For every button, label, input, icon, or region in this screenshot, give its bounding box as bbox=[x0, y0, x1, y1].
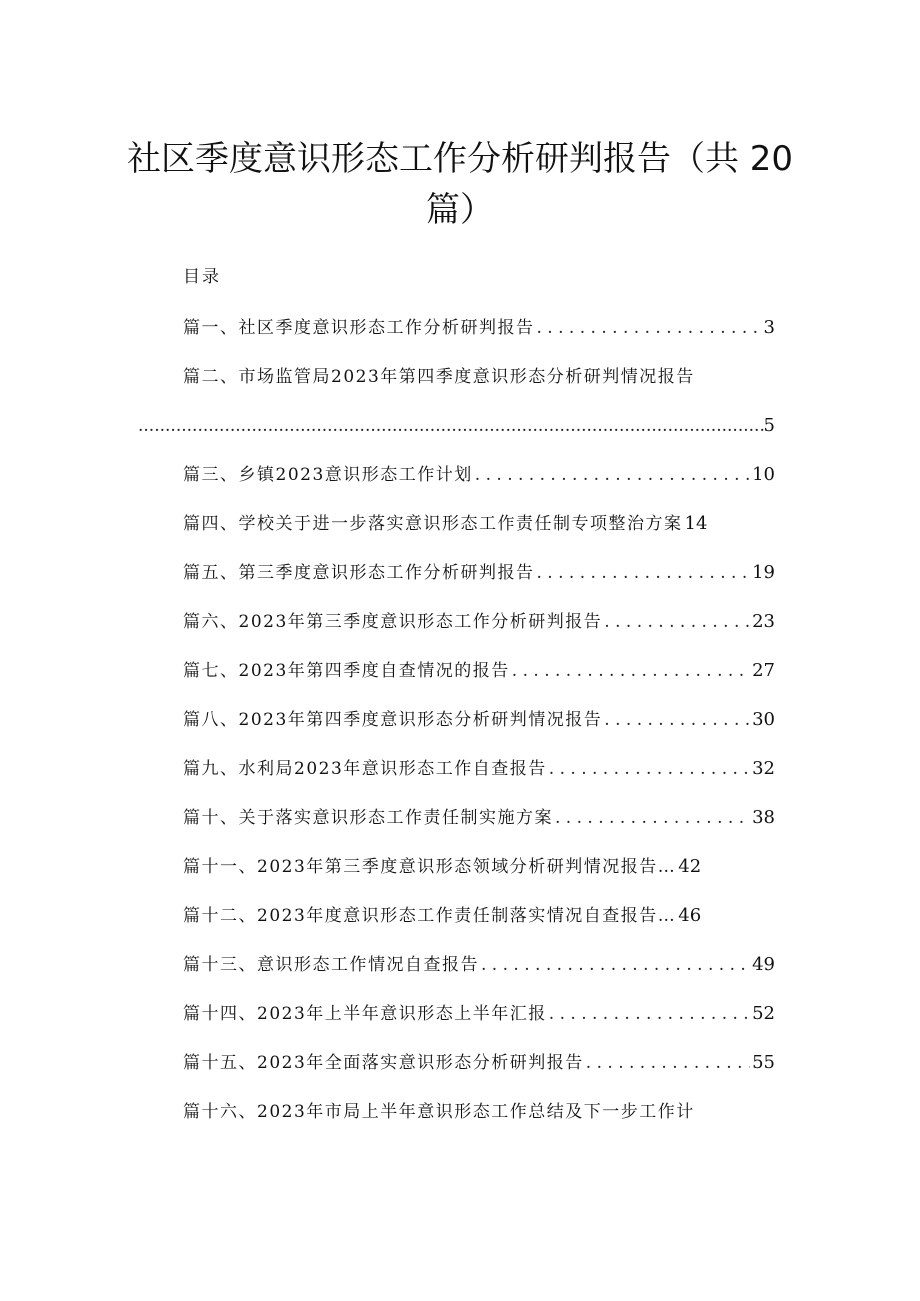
toc-entry-12[interactable] bbox=[183, 903, 775, 929]
toc-entry-page: 14 bbox=[684, 513, 708, 534]
toc-entry-page: 30 bbox=[752, 709, 775, 730]
toc-entry-label: 篇十二、2023年度意识形态工作责任制落实情况自查报告… bbox=[183, 906, 677, 926]
toc-entry-page: 5 bbox=[763, 415, 775, 436]
toc-entry-page: 46 bbox=[678, 905, 702, 926]
toc-entry-label: 篇十一、2023年第三季度意识形态领域分析研判情况报告… bbox=[183, 857, 677, 877]
toc-entry-6[interactable] bbox=[183, 609, 775, 635]
toc-dot-leader bbox=[537, 560, 751, 586]
toc-entry-5[interactable] bbox=[183, 560, 775, 586]
toc-entry-label: 篇一、社区季度意识形态工作分析研判报告 bbox=[183, 318, 535, 338]
toc-dot-leader bbox=[604, 707, 750, 733]
toc-entry-15[interactable] bbox=[183, 1050, 775, 1076]
toc-entry-13[interactable] bbox=[183, 952, 775, 978]
toc-entry-label: 篇二、市场监管局2023年第四季度意识形态分析研判情况报告 bbox=[183, 367, 695, 387]
toc-entry-page: 55 bbox=[752, 1052, 775, 1073]
toc-entry-label: 篇三、乡镇2023意识形态工作计划 bbox=[183, 465, 473, 485]
toc-entry-label: 篇四、学校关于进一步落实意识形态工作责任制专项整治方案 bbox=[183, 514, 683, 534]
toc-entry-page: 19 bbox=[752, 562, 775, 583]
toc-dot-leader bbox=[537, 315, 762, 341]
toc-entry-4[interactable] bbox=[183, 511, 775, 537]
toc-dot-leader bbox=[586, 1050, 750, 1076]
toc-dot-leader bbox=[475, 462, 750, 488]
toc-dot-leader bbox=[549, 756, 750, 782]
toc-dot-leader bbox=[555, 805, 750, 831]
toc-entry-page: 27 bbox=[752, 660, 775, 681]
toc-entry-10[interactable] bbox=[183, 805, 775, 831]
toc-entry-9[interactable] bbox=[183, 756, 775, 782]
toc-entry-label: 篇十六、2023年市局上半年意识形态工作总结及下一步工作计 bbox=[183, 1102, 695, 1122]
toc-dot-leader bbox=[549, 1001, 750, 1027]
toc-entry-label: 篇十、关于落实意识形态工作责任制实施方案 bbox=[183, 808, 553, 828]
toc-entry-label: 篇五、第三季度意识形态工作分析研判报告 bbox=[183, 563, 535, 583]
toc-entry-2-leader-line[interactable] bbox=[138, 413, 775, 439]
toc-entry-page: 3 bbox=[763, 317, 775, 338]
toc-entry-11[interactable] bbox=[183, 854, 775, 880]
toc-entry-page: 49 bbox=[752, 954, 775, 975]
toc-dot-leader bbox=[481, 952, 750, 978]
toc-entry-page: 52 bbox=[752, 1003, 775, 1024]
toc-entry-label: 篇十三、意识形态工作情况自查报告 bbox=[183, 955, 479, 975]
toc-entry-label: 篇八、2023年第四季度意识形态分析研判情况报告 bbox=[183, 710, 603, 730]
toc-entry-1[interactable] bbox=[183, 315, 775, 341]
toc-entry-page: 10 bbox=[752, 464, 775, 485]
toc-entry-page: 42 bbox=[678, 856, 702, 877]
toc-dot-leader bbox=[138, 413, 764, 439]
toc-entry-label: 篇十五、2023年全面落实意识形态分析研判报告 bbox=[183, 1053, 584, 1073]
toc-entry-8[interactable] bbox=[183, 707, 775, 733]
toc-entry-2[interactable] bbox=[183, 364, 775, 390]
toc-heading: 目录 bbox=[183, 267, 221, 287]
document-title-line-2: 篇） bbox=[426, 190, 494, 230]
toc-entry-label: 篇七、2023年第四季度自查情况的报告 bbox=[183, 661, 510, 681]
toc-entry-14[interactable] bbox=[183, 1001, 775, 1027]
toc-entry-7[interactable] bbox=[183, 658, 775, 684]
toc-entry-label: 篇九、水利局2023年意识形态工作自查报告 bbox=[183, 759, 547, 779]
document-title-line-1: 社区季度意识形态工作分析研判报告（共 20 bbox=[126, 139, 794, 179]
toc-entry-label: 篇十四、2023年上半年意识形态上半年汇报 bbox=[183, 1004, 547, 1024]
toc-dot-leader bbox=[604, 609, 750, 635]
toc-entry-page: 23 bbox=[752, 611, 775, 632]
toc-entry-3[interactable] bbox=[183, 462, 775, 488]
toc-dot-leader bbox=[512, 658, 750, 684]
toc-entry-page: 38 bbox=[752, 807, 775, 828]
toc-entry-16[interactable] bbox=[183, 1099, 775, 1125]
toc-entry-page: 32 bbox=[752, 758, 775, 779]
toc-entry-label: 篇六、2023年第三季度意识形态工作分析研判报告 bbox=[183, 612, 603, 632]
